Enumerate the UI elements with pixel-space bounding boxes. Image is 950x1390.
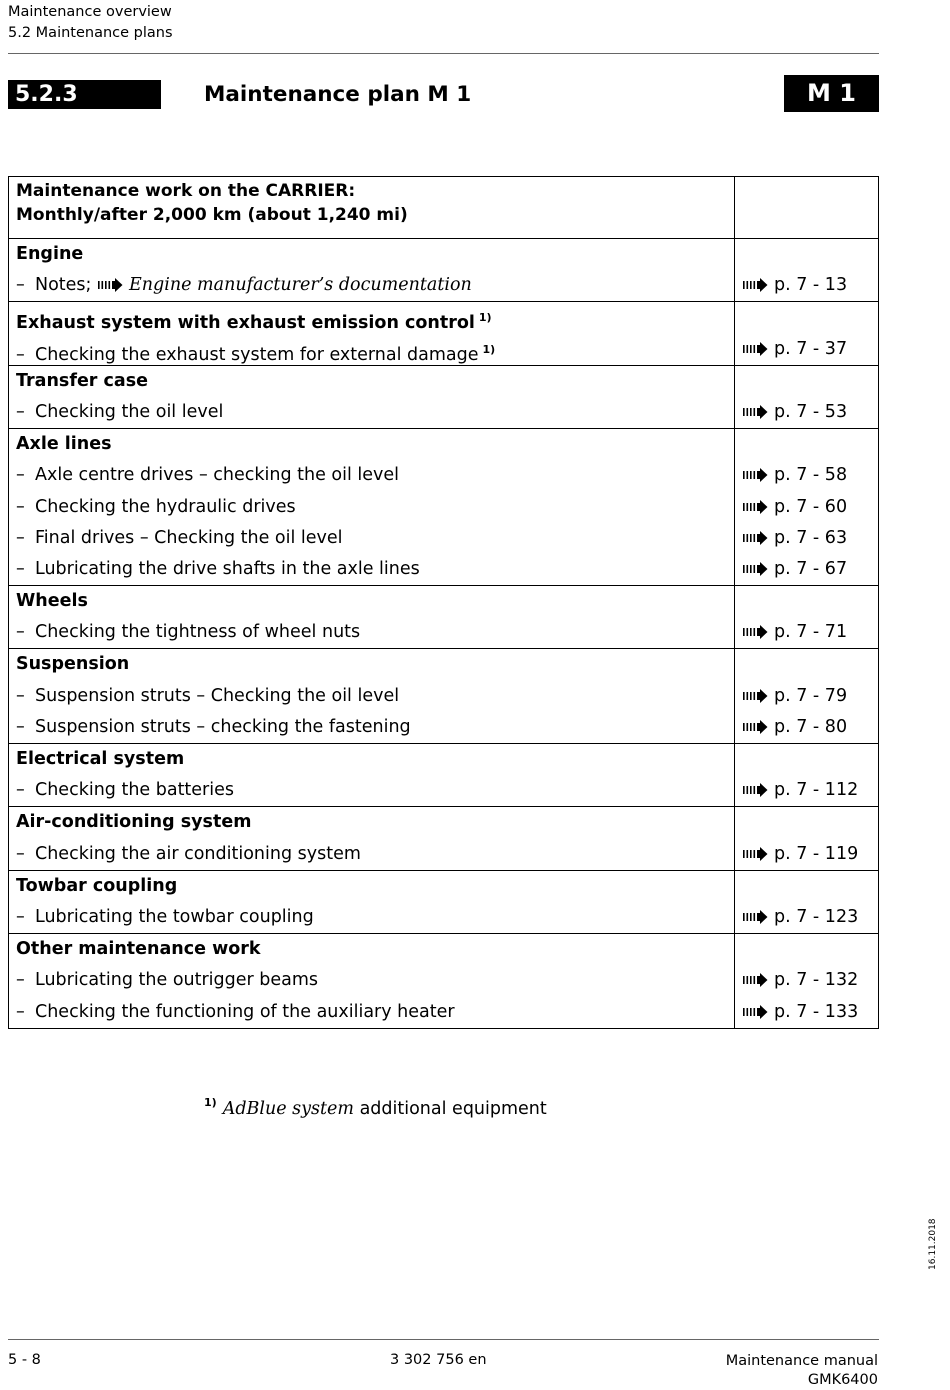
reference-arrow-icon [742, 625, 768, 639]
page-reference-text: p. 7 - 80 [774, 716, 848, 737]
maintenance-table-body [9, 177, 879, 1029]
group-title [16, 934, 727, 965]
task-item [16, 965, 727, 996]
document-reference: Engine manufacturer’s documentation [129, 275, 472, 296]
reference-arrow-icon [742, 1005, 768, 1019]
task-item [16, 334, 727, 365]
reference-arrow-icon [742, 278, 768, 292]
task-cell [9, 429, 735, 586]
task-item [16, 902, 727, 933]
group-title-spacer [742, 302, 878, 333]
task-text: Checking the tightness of wheel nuts [35, 622, 361, 643]
group-title-spacer [742, 586, 878, 617]
page-reference [742, 617, 878, 648]
dash-bullet: – [16, 527, 25, 548]
dash-bullet: – [16, 716, 25, 737]
table-row [9, 934, 879, 1029]
task-item [16, 617, 727, 648]
reference-arrow-icon [742, 500, 768, 514]
group-title [16, 871, 727, 902]
group-title-spacer [742, 744, 878, 775]
group-title [16, 649, 727, 680]
page-reference [742, 902, 878, 933]
table-header-cell [9, 177, 735, 239]
reference-arrow-icon [742, 910, 768, 924]
page-reference-cell [735, 239, 879, 302]
footnote-marker: 1) [478, 311, 492, 325]
task-item [16, 712, 727, 743]
table-header-ref-cell [735, 177, 879, 239]
task-cell [9, 744, 735, 807]
task-text: Suspension struts – Checking the oil level [35, 685, 400, 706]
task-item [16, 554, 727, 585]
group-title [16, 239, 727, 270]
footnote-marker: 1) [482, 342, 496, 356]
page-reference-cell [735, 429, 879, 586]
reference-arrow-icon [742, 342, 768, 356]
page-reference-text: p. 7 - 13 [774, 275, 848, 296]
section-number: 5.2.3 [8, 80, 161, 109]
page-reference-text: p. 7 - 112 [774, 780, 859, 801]
table-header-line: Monthly/after 2,000 km (about 1,240 mi) [16, 205, 408, 225]
page-reference [742, 334, 878, 365]
group-title [16, 586, 727, 617]
reference-arrow-icon [742, 973, 768, 987]
header-divider [8, 53, 879, 54]
table-row [9, 302, 879, 365]
machine-model: GMK6400 [807, 1372, 878, 1388]
page-reference-text: p. 7 - 119 [774, 843, 859, 864]
reference-arrow-icon [742, 689, 768, 703]
dash-bullet: – [16, 558, 25, 579]
task-item [16, 839, 727, 870]
table-header-line: Maintenance work on the CARRIER: [16, 181, 356, 201]
page-number: 5 - 8 [8, 1352, 41, 1368]
page-reference [742, 965, 878, 996]
group-title-text: Wheels [16, 591, 88, 612]
footer-divider [8, 1339, 879, 1340]
page-reference-text: p. 7 - 37 [774, 338, 848, 359]
task-item [16, 681, 727, 712]
task-text: Axle centre drives – checking the oil level [35, 465, 400, 486]
running-head [8, 2, 173, 44]
reference-arrow-icon [742, 405, 768, 419]
task-text: Lubricating the outrigger beams [35, 970, 319, 991]
group-title [16, 302, 727, 333]
group-title-text: Axle lines [16, 434, 112, 455]
group-title-text: Other maintenance work [16, 939, 261, 960]
dash-bullet: – [16, 970, 25, 991]
footnote-reference: AdBlue system [222, 1099, 355, 1119]
running-head-chapter: Maintenance overview [8, 4, 172, 20]
group-title-spacer [742, 239, 878, 270]
maintenance-table [8, 176, 879, 1029]
table-row [9, 744, 879, 807]
table-row [9, 239, 879, 302]
manual-name [726, 1352, 878, 1390]
group-title-text: Transfer case [16, 370, 149, 391]
group-title-text: Exhaust system with exhaust emission control [16, 313, 475, 334]
task-cell [9, 586, 735, 649]
page-reference-cell [735, 744, 879, 807]
task-text: Checking the batteries [35, 780, 235, 801]
page-reference-text: p. 7 - 79 [774, 685, 848, 706]
document-number: 3 302 756 en [390, 1352, 487, 1368]
page-reference [742, 775, 878, 806]
task-item [16, 997, 727, 1028]
page-reference-text: p. 7 - 63 [774, 527, 848, 548]
page-reference-cell [735, 302, 879, 365]
footnote [204, 1090, 547, 1122]
page-reference-cell [735, 807, 879, 870]
footnote-marker: 1) [204, 1096, 217, 1109]
task-cell [9, 365, 735, 428]
group-title [16, 429, 727, 460]
group-title-spacer [742, 871, 878, 902]
page-reference [742, 839, 878, 870]
task-cell [9, 807, 735, 870]
table-row [9, 870, 879, 933]
task-cell [9, 870, 735, 933]
dash-bullet: – [16, 496, 25, 517]
group-title-text: Towbar coupling [16, 875, 178, 896]
group-title-text: Engine [16, 244, 84, 264]
task-item [16, 397, 727, 428]
manual-title: Maintenance manual [725, 1353, 878, 1369]
page-reference [742, 712, 878, 743]
table-header-row [9, 177, 879, 239]
page-reference-cell [735, 870, 879, 933]
task-text: Checking the air conditioning system [35, 843, 361, 864]
reference-arrow-icon [742, 562, 768, 576]
page-reference [742, 554, 878, 585]
task-text: Checking the exhaust system for external damage [35, 344, 479, 365]
page-reference [742, 523, 878, 554]
task-item [16, 492, 727, 523]
section-title: Maintenance plan M 1 [204, 82, 472, 107]
task-item [16, 523, 727, 554]
page-reference [742, 397, 878, 428]
group-title [16, 744, 727, 775]
page-reference-text: p. 7 - 58 [774, 465, 848, 486]
group-title [16, 366, 727, 397]
task-text: Checking the hydraulic drives [35, 496, 296, 517]
dash-bullet: – [16, 622, 25, 643]
group-title-text: Air-conditioning system [16, 812, 252, 833]
page-reference-text: p. 7 - 67 [774, 558, 848, 579]
reference-arrow-icon [97, 278, 123, 292]
page-reference [742, 681, 878, 712]
table-row [9, 429, 879, 586]
dash-bullet: – [16, 843, 25, 864]
footnote-text: additional equipment [354, 1099, 547, 1119]
page-reference-cell [735, 934, 879, 1029]
group-title-text: Suspension [16, 654, 130, 675]
group-title-spacer [742, 807, 878, 838]
dash-bullet: – [16, 1001, 25, 1022]
task-text: Notes; [35, 275, 98, 296]
group-title-text: Electrical system [16, 749, 185, 769]
group-title-spacer [742, 649, 878, 680]
table-row [9, 586, 879, 649]
page-reference-text: p. 7 - 53 [774, 401, 848, 422]
table-row [9, 807, 879, 870]
reference-arrow-icon [742, 720, 768, 734]
reference-arrow-icon [742, 468, 768, 482]
reference-arrow-icon [742, 847, 768, 861]
page-reference [742, 997, 878, 1028]
group-title-spacer [742, 429, 878, 460]
page-reference-text: p. 7 - 71 [774, 622, 848, 643]
dash-bullet: – [16, 906, 25, 927]
task-text: Checking the functioning of the auxiliary heater [35, 1001, 455, 1022]
page-reference-cell [735, 649, 879, 744]
page-reference-cell [735, 365, 879, 428]
table-row [9, 365, 879, 428]
task-item [16, 460, 727, 491]
page-reference-text: p. 7 - 133 [774, 1001, 859, 1022]
dash-bullet: – [16, 344, 25, 365]
page-reference [742, 492, 878, 523]
page-reference [742, 460, 878, 491]
page-reference-text: p. 7 - 60 [774, 496, 848, 517]
task-text: Final drives – Checking the oil level [35, 527, 343, 548]
group-title-spacer [742, 934, 878, 965]
task-cell [9, 649, 735, 744]
task-item [16, 775, 727, 806]
task-item [16, 270, 727, 301]
dash-bullet: – [16, 780, 25, 801]
dash-bullet: – [16, 685, 25, 706]
task-cell [9, 302, 735, 365]
dash-bullet: – [16, 275, 25, 296]
page-reference-text: p. 7 - 123 [774, 906, 859, 927]
task-cell [9, 934, 735, 1029]
reference-arrow-icon [742, 531, 768, 545]
dash-bullet: – [16, 465, 25, 486]
dash-bullet: – [16, 401, 25, 422]
task-text: Suspension struts – checking the fastening [35, 716, 411, 737]
group-title [16, 807, 727, 838]
task-cell [9, 239, 735, 302]
side-date: 16.11.2018 [928, 1218, 938, 1270]
task-text: Lubricating the towbar coupling [35, 906, 314, 927]
group-title-spacer [742, 366, 878, 397]
task-text: Lubricating the drive shafts in the axle lines [35, 558, 420, 579]
task-text: Checking the oil level [35, 401, 224, 422]
page-reference-cell [735, 586, 879, 649]
table-row [9, 649, 879, 744]
running-head-section: 5.2 Maintenance plans [8, 25, 173, 41]
plan-badge: M 1 [784, 75, 879, 112]
page-reference-text: p. 7 - 132 [774, 970, 859, 991]
reference-arrow-icon [742, 783, 768, 797]
page-reference [742, 270, 878, 301]
